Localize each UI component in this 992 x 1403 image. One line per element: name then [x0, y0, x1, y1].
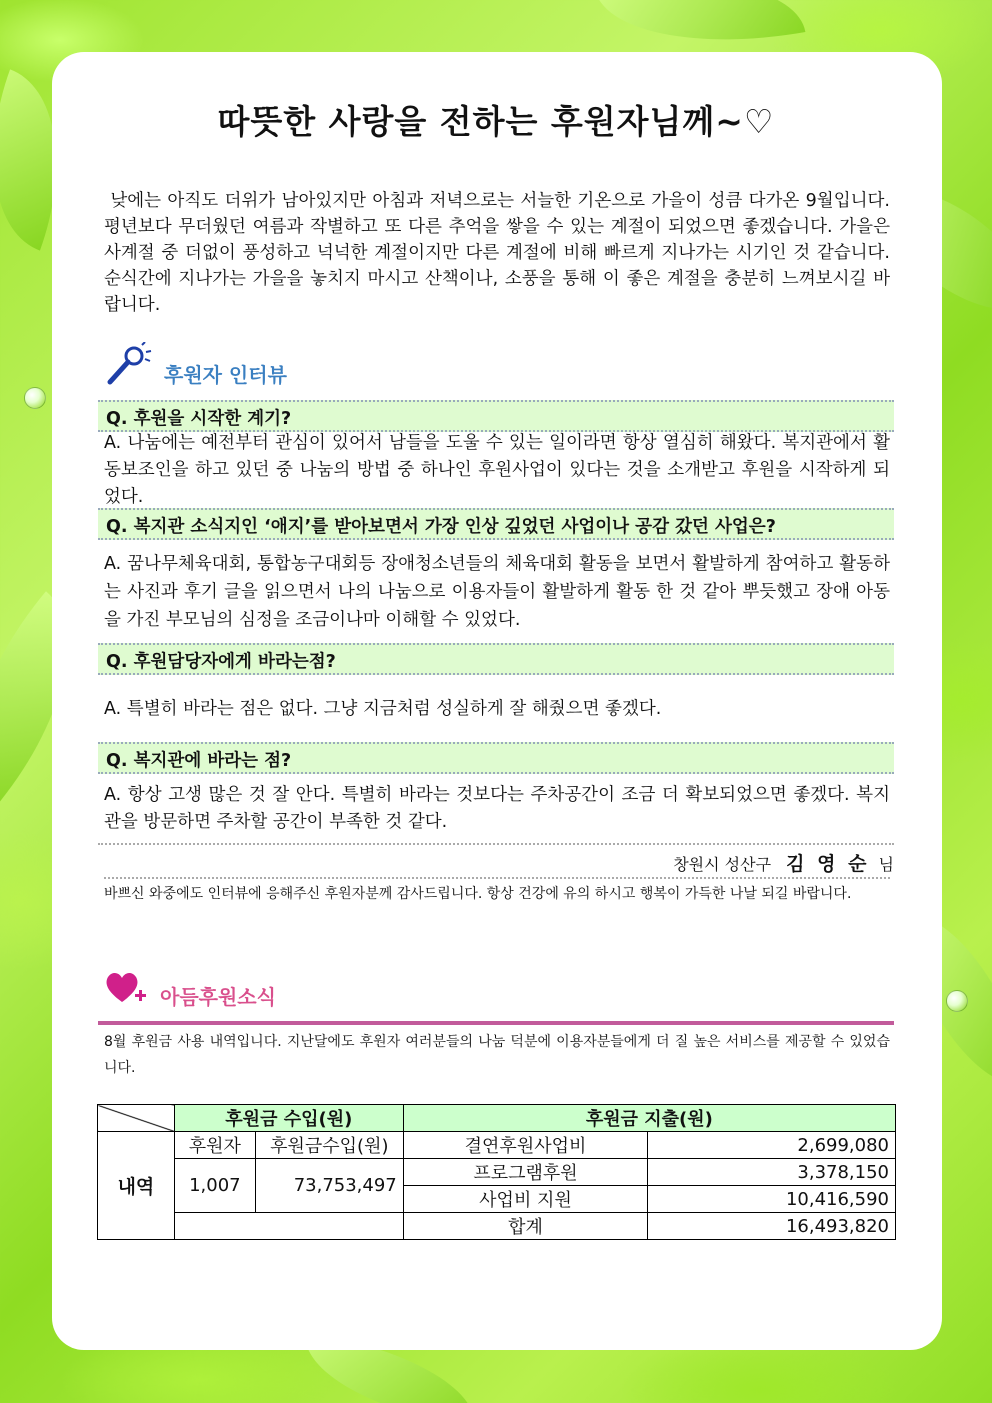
- question-3: Q. 후원담당자에게 바라는점?: [98, 643, 894, 675]
- interviewee-suffix: 님: [878, 855, 894, 874]
- water-drop: [946, 990, 968, 1012]
- income-header: 후원금 수입(원): [174, 1105, 403, 1132]
- intro-paragraph: 낮에는 아직도 더위가 남아있지만 아침과 저녁으로는 서늘한 기온으로 가을이 성큼 다가온 9월입니다. 평년보다 무더웠던 여름과 작별하고 또 다른 추억을 쌓을 수 있는 계절이 되었으면 좋겠습니다. 가을은 사계절 중 더없이 풍성하고 넉넉한 계절이지만 다른 계절에 비해 빠르게 지나가는 시기인 것 같습니다. 순식간에 지나가는 가을을 놓치지 마시고 산책이나, 소풍을 통해 이 좋은 계절을 충분히 느껴보시길 바랍니다.: [104, 191, 890, 315]
- water-drop: [24, 387, 46, 409]
- news-paragraph: 8월 후원금 사용 내역입니다. 지난달에도 후원자 여러분들의 나눔 덕분에 이용자분들에게 더 질 높은 서비스를 제공할 수 있었습니다.: [104, 1034, 890, 1076]
- answer-3: A. 특별히 바라는 점은 없다. 그냥 지금처럼 성실하게 잘 해줬으면 좋겠다.: [104, 699, 662, 719]
- question-1: Q. 후원을 시작한 계기?: [98, 400, 894, 432]
- thanks-message: 바쁘신 와중에도 인터뷰에 응해주신 후원자분께 감사드립니다. 항상 건강에 유의 하시고 행복이 가득한 나날 되길 바랍니다.: [104, 877, 890, 907]
- answer-4: A. 항상 고생 많은 것 잘 안다. 특별히 바라는 것보다는 주차공간이 조금 더 확보되었으면 좋겠다. 복지관을 방문하면 주차할 공간이 부족한 것 같다.: [104, 785, 890, 832]
- income-col-header: 후원금수입(원): [255, 1132, 403, 1159]
- expense-amount: 2,699,080: [648, 1132, 896, 1159]
- interview-section-heading: [104, 346, 287, 390]
- donor-col-header: 후원자: [174, 1132, 255, 1159]
- interviewee-signature: [98, 843, 894, 876]
- donation-table: [97, 1104, 896, 1240]
- donor-count: 1,007: [174, 1159, 255, 1213]
- expense-item: 프로그램후원: [403, 1159, 648, 1186]
- expense-amount: 10,416,590: [648, 1186, 896, 1213]
- expense-amount: 3,378,150: [648, 1159, 896, 1186]
- news-heading-label: 아듬후원소식: [160, 985, 276, 1009]
- interviewee-place: 창원시 성산구: [673, 855, 772, 874]
- answer-1: A. 나눔에는 예전부터 관심이 있어서 남들을 도울 수 있는 일이라면 항상 열심히 해왔다. 복지관에서 활동보조인을 하고 있던 중 나눔의 방법 중 하나인 후원사업이 있다는 것을 소개받고 후원을 시작하게 되었다.: [104, 433, 890, 507]
- question-2: Q. 복지관 소식지인 ‘애지’를 받아보면서 가장 인상 깊었던 사업이나 공감 갔던 사업은?: [98, 508, 894, 540]
- question-4: Q. 복지관에 바라는 점?: [98, 742, 894, 774]
- row-label: 내역: [98, 1132, 175, 1240]
- income-amount: 73,753,497: [255, 1159, 403, 1213]
- expense-item: 사업비 지원: [403, 1186, 648, 1213]
- interviewee-name: 김 영 순: [786, 853, 870, 875]
- expense-header: 후원금 지출(원): [403, 1105, 895, 1132]
- expense-item: 결연후원사업비: [403, 1132, 648, 1159]
- microphone-icon: [104, 342, 152, 390]
- news-section-heading: [104, 968, 276, 1012]
- empty-income-cell: [174, 1213, 403, 1240]
- news-divider: [98, 1021, 894, 1025]
- interview-heading-label: 후원자 인터뷰: [164, 363, 287, 387]
- heart-plus-icon: [104, 968, 148, 1012]
- table-corner-cell: [98, 1105, 175, 1132]
- expense-total-label: 합계: [403, 1213, 648, 1240]
- expense-total-amount: 16,493,820: [648, 1213, 896, 1240]
- page-title: 따뜻한 사랑을 전하는 후원자님께~♡: [217, 102, 775, 141]
- answer-2: A. 꿈나무체육대회, 통합농구대회등 장애청소년들의 체육대회 활동을 보면서 활발하게 참여하고 활동하는 사진과 후기 글을 읽으면서 나의 나눔으로 이용자들이 활발하게 활동 한 것 같아 뿌듯했고 장애 아동을 가진 부모님의 심정을 조금이나마 이해할 수 있었다.: [104, 554, 890, 630]
